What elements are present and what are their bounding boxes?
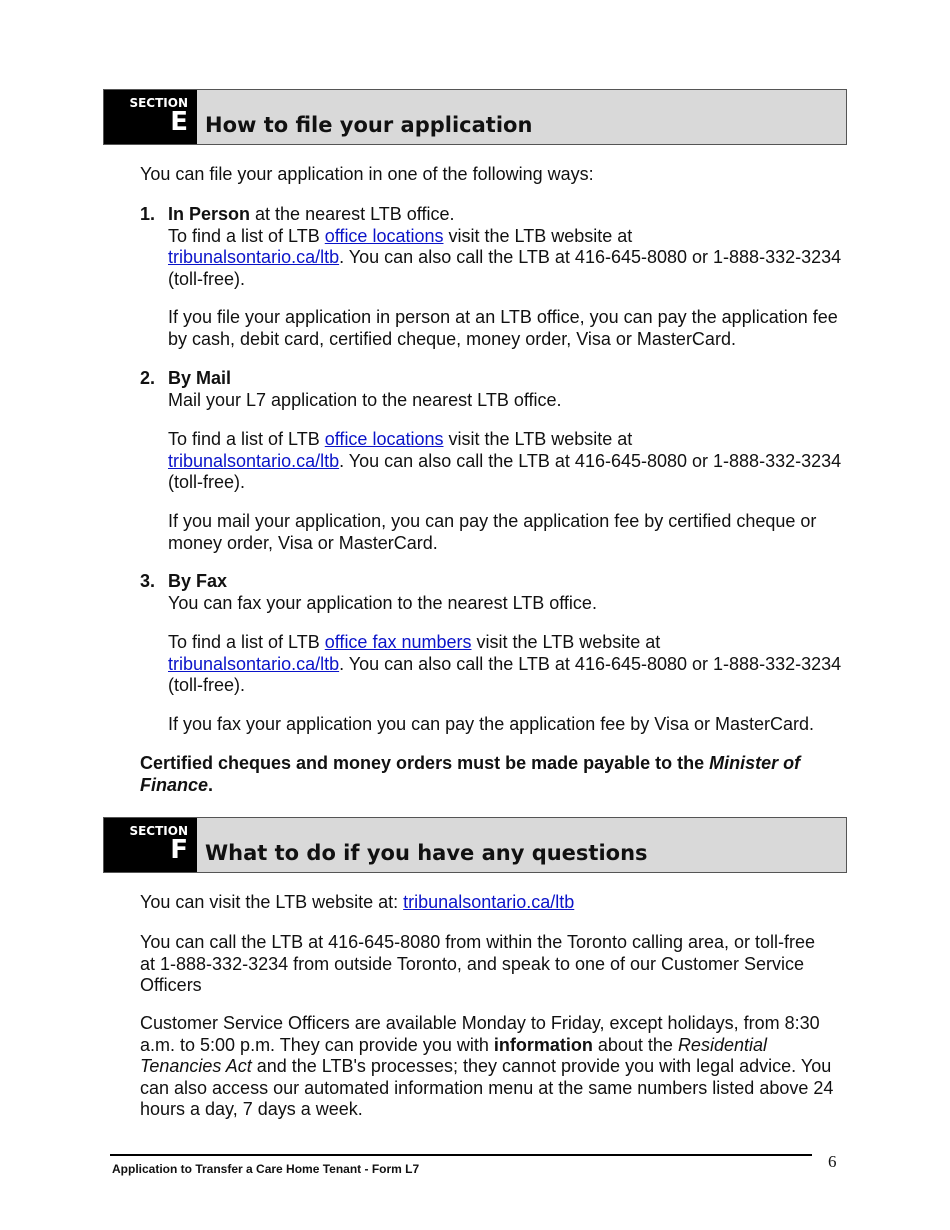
section-e-intro: You can file your application in one of the following ways: — [140, 164, 594, 184]
office-fax-numbers-link[interactable]: office fax numbers — [324, 632, 472, 652]
item-title: By Fax — [168, 571, 228, 591]
section-letter: F — [170, 835, 188, 865]
item-in-person-payment: If you file your application in person at an LTB office, you can pay the application fee by cash, debit card, certified cheque, money order, Visa or MasterCard. — [168, 307, 838, 349]
find-text: To find a list of LTB — [168, 429, 325, 449]
note-text: . — [208, 774, 214, 795]
payable-note — [140, 753, 840, 796]
item-by-fax-payment: If you fax your application you can pay the application fee by Visa or MasterCard. — [168, 714, 815, 734]
cso-bold: information — [493, 1034, 593, 1055]
item-by-mail-payment: If you mail your application, you can pay the application fee by certified cheque or money order, Visa or MasterCard. — [168, 511, 817, 553]
website-line — [140, 892, 840, 914]
item-by-fax-find — [168, 632, 848, 697]
section-f-header — [103, 817, 847, 873]
item-number: 1. — [140, 204, 156, 224]
section-title: What to do if you have any questions — [205, 841, 648, 865]
find-text: To find a list of LTB — [168, 632, 325, 652]
item-desc: Mail your L7 application to the nearest LTB office. — [168, 389, 562, 410]
footer-divider — [110, 1154, 812, 1156]
note-italic: Minister of Finance — [140, 753, 801, 795]
find-text: visit the LTB website at — [471, 632, 661, 652]
section-label: SECTION — [129, 96, 188, 110]
section-title: How to file your application — [205, 113, 533, 137]
item-by-fax-heading — [168, 571, 848, 614]
ltb-website-link[interactable]: tribunalsontario.ca/ltb — [403, 892, 575, 912]
item-number: 2. — [140, 368, 156, 388]
office-locations-link[interactable]: office locations — [324, 429, 444, 449]
cso-text: about the — [592, 1034, 678, 1055]
cso-italic: Residential Tenancies Act — [140, 1034, 767, 1076]
item-number: 3. — [140, 571, 156, 591]
item-by-mail-heading — [168, 368, 848, 411]
item-in-person-heading — [168, 204, 848, 290]
cso-text: and the LTB's processes; they cannot provide you with legal advice. You can also access our automated information menu at the same numbers listed above 24 hours a day, 7 days a week. — [140, 1056, 834, 1119]
item-title-suffix: at the nearest LTB office. — [250, 204, 455, 224]
section-label: SECTION — [129, 824, 188, 838]
find-text: visit the LTB website at — [443, 225, 633, 246]
item-title: In Person — [168, 204, 251, 224]
cso-paragraph — [140, 1013, 840, 1121]
find-text: To find a list of LTB — [168, 225, 325, 246]
note-text: Certified cheques and money orders must be made payable to the — [140, 753, 710, 773]
section-e-tag — [104, 90, 197, 144]
ltb-website-link[interactable]: tribunalsontario.ca/ltb — [168, 247, 340, 267]
find-text: visit the LTB website at — [443, 429, 633, 449]
section-e-header — [103, 89, 847, 145]
page-number: 6 — [828, 1152, 837, 1171]
office-locations-link[interactable]: office locations — [324, 225, 444, 246]
section-letter: E — [170, 107, 188, 137]
section-f-tag — [104, 818, 197, 872]
ltb-website-link[interactable]: tribunalsontario.ca/ltb — [168, 653, 340, 674]
item-desc: You can fax your application to the nearest LTB office. — [168, 592, 597, 613]
footer-form-title: Application to Transfer a Care Home Tenant - Form L7 — [112, 1162, 420, 1176]
find-text: . You can also call the LTB at 416-645-8080 or 1-888-332-3234 (toll-free). — [168, 653, 842, 695]
find-text: . You can also call the LTB at 416-645-8080 or 1-888-332-3234 (toll-free). — [168, 450, 842, 492]
item-title: By Mail — [168, 368, 232, 388]
ltb-website-link[interactable]: tribunalsontario.ca/ltb — [168, 450, 340, 471]
find-text: . You can also call the LTB at 416-645-8080 or 1-888-332-3234 (toll-free). — [168, 247, 842, 289]
item-by-mail-find — [168, 429, 848, 494]
call-paragraph: You can call the LTB at 416-645-8080 from within the Toronto calling area, or toll-free at 1-888-332-3234 from outside Toronto, and speak to one of our Customer Service Officers — [140, 932, 816, 995]
website-text: You can visit the LTB website at: — [140, 892, 404, 912]
cso-text: Customer Service Officers are available Monday to Friday, except holidays, from 8:30 a.m. to 5:00 p.m. They can provide you with — [140, 1013, 820, 1055]
